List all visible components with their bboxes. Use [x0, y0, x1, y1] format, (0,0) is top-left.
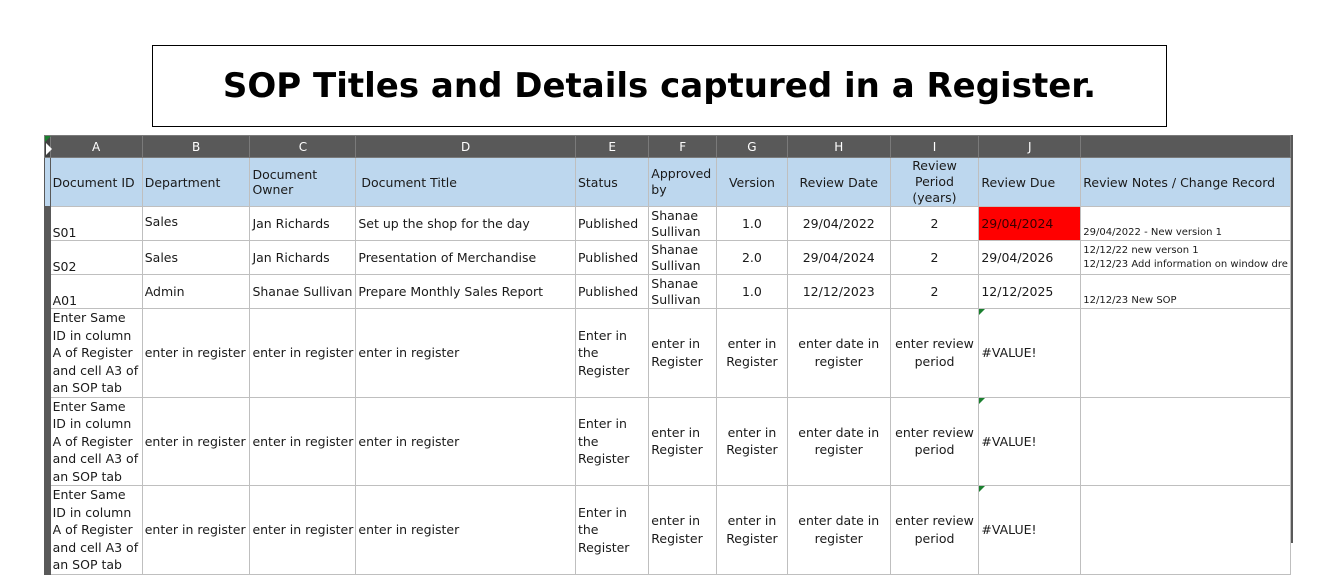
note-line: 12/12/23 Add information on window dre — [1083, 258, 1288, 270]
cell-doc-title[interactable]: Presentation of Merchandise — [356, 241, 576, 275]
cell-notes[interactable] — [1081, 309, 1291, 398]
col-header-e[interactable]: E — [575, 136, 648, 158]
cell-approved[interactable]: Shanae Sullivan — [649, 241, 717, 275]
cell-department[interactable]: Admin — [142, 275, 250, 309]
col-header-c[interactable]: C — [250, 136, 356, 158]
cell-status[interactable]: Enter in the Register — [575, 397, 648, 486]
cell-department[interactable]: enter in register — [142, 486, 250, 575]
select-all-corner[interactable] — [45, 136, 51, 158]
cell-notes[interactable] — [1081, 241, 1291, 275]
cell-version[interactable]: 1.0 — [717, 207, 788, 241]
cell-review-due[interactable]: #VALUE! — [979, 309, 1081, 398]
cell-version[interactable]: enter in Register — [717, 486, 788, 575]
cell-version[interactable]: enter in Register — [717, 397, 788, 486]
header-cell[interactable]: Status — [575, 158, 648, 207]
cell-status[interactable]: Published — [575, 207, 648, 241]
cell-doc-title[interactable]: Prepare Monthly Sales Report — [356, 275, 576, 309]
cell-review-due[interactable]: #VALUE! — [979, 486, 1081, 575]
cell-document-id[interactable]: S01 — [50, 207, 142, 241]
col-header-g[interactable]: G — [717, 136, 788, 158]
table-row — [45, 275, 1291, 309]
cell-review-date[interactable]: enter date in register — [787, 397, 890, 486]
header-cell[interactable]: Department — [142, 158, 250, 207]
cell-approved[interactable]: enter in Register — [649, 486, 717, 575]
cell-review-date[interactable]: 12/12/2023 — [787, 275, 890, 309]
sheet-title: SOP Titles and Details captured in a Register. — [222, 66, 1097, 106]
cell-review-date[interactable]: enter date in register — [787, 486, 890, 575]
cell-owner[interactable]: Jan Richards — [250, 207, 356, 241]
cell-notes[interactable] — [1081, 207, 1291, 241]
note-line: 29/04/2022 - New version 1 — [1083, 227, 1223, 238]
col-header-b[interactable]: B — [142, 136, 250, 158]
note-line: 12/12/22 new verson 1 — [1083, 244, 1199, 256]
sheet-title-box — [152, 45, 1167, 127]
cell-review-period[interactable]: 2 — [890, 241, 979, 275]
cell-status[interactable]: Enter in the Register — [575, 486, 648, 575]
template-row — [45, 309, 1291, 398]
cell-department[interactable]: Sales — [142, 241, 250, 275]
header-cell[interactable]: Document Owner — [250, 158, 356, 207]
header-cell[interactable]: Document Title — [356, 158, 576, 207]
cell-approved[interactable]: Shanae Sullivan — [649, 207, 717, 241]
cell-review-period[interactable]: 2 — [890, 275, 979, 309]
col-header-f[interactable]: F — [649, 136, 717, 158]
header-cell[interactable]: Review Notes / Change Record — [1081, 158, 1291, 207]
cell-approved[interactable]: Shanae Sullivan — [649, 275, 717, 309]
spreadsheet-grid[interactable] — [44, 135, 1293, 572]
column-header-row — [45, 136, 1291, 158]
table-row — [45, 241, 1291, 275]
header-row — [45, 158, 1291, 207]
cell-notes[interactable] — [1081, 275, 1291, 309]
cell-department[interactable]: enter in register — [142, 397, 250, 486]
cell-doc-title[interactable]: Set up the shop for the day — [356, 207, 576, 241]
cell-department[interactable]: enter in register — [142, 309, 250, 398]
header-cell[interactable]: Document ID — [50, 158, 142, 207]
cell-version[interactable]: enter in Register — [717, 309, 788, 398]
cell-approved[interactable]: enter in Register — [649, 397, 717, 486]
header-cell[interactable]: Review Period (years) — [890, 158, 979, 207]
cell-notes[interactable] — [1081, 486, 1291, 575]
header-cell[interactable]: Review Date — [787, 158, 890, 207]
cell-document-id[interactable]: S02 — [50, 241, 142, 275]
cell-version[interactable]: 1.0 — [717, 275, 788, 309]
cell-review-period[interactable]: 2 — [890, 207, 979, 241]
table-row — [45, 207, 1291, 241]
cell-owner[interactable]: enter in register — [250, 309, 356, 398]
cell-owner[interactable]: enter in register — [250, 397, 356, 486]
register-table — [44, 135, 1291, 575]
header-cell[interactable]: Review Due — [979, 158, 1081, 207]
cell-review-period[interactable]: enter review period — [890, 309, 979, 398]
cell-doc-title[interactable]: enter in register — [356, 397, 576, 486]
note-line: 12/12/23 New SOP — [1083, 295, 1177, 306]
col-header-j[interactable]: J — [979, 136, 1081, 158]
cell-review-due[interactable]: 12/12/2025 — [979, 275, 1081, 309]
col-header-d[interactable]: D — [356, 136, 576, 158]
cell-version[interactable]: 2.0 — [717, 241, 788, 275]
cell-approved[interactable]: enter in Register — [649, 309, 717, 398]
cell-review-date[interactable]: 29/04/2024 — [787, 241, 890, 275]
template-row — [45, 486, 1291, 575]
cell-document-id[interactable]: Enter Same ID in column A of Register and cell A3 of an SOP tab — [50, 309, 142, 398]
cell-review-date[interactable]: enter date in register — [787, 309, 890, 398]
cell-owner[interactable]: Shanae Sullivan — [250, 275, 356, 309]
cell-status[interactable]: Published — [575, 275, 648, 309]
cell-document-id[interactable]: Enter Same ID in column A of Register and cell A3 of an SOP tab — [50, 397, 142, 486]
cell-review-due[interactable]: 29/04/2024 — [979, 207, 1081, 241]
col-header-k[interactable] — [1081, 136, 1291, 158]
cell-document-id[interactable]: Enter Same ID in column A of Register and cell A3 of an SOP tab — [50, 486, 142, 575]
cell-review-period[interactable]: enter review period — [890, 397, 979, 486]
cell-review-date[interactable]: 29/04/2022 — [787, 207, 890, 241]
col-header-h[interactable]: H — [787, 136, 890, 158]
cell-status[interactable]: Published — [575, 241, 648, 275]
header-cell[interactable]: Approved by — [649, 158, 717, 207]
template-row — [45, 397, 1291, 486]
cell-notes[interactable] — [1081, 397, 1291, 486]
cell-review-period[interactable]: enter review period — [890, 486, 979, 575]
cell-doc-title[interactable]: enter in register — [356, 486, 576, 575]
cell-status[interactable]: Enter in the Register — [575, 309, 648, 398]
cell-review-due[interactable]: 29/04/2026 — [979, 241, 1081, 275]
cell-review-due[interactable]: #VALUE! — [979, 397, 1081, 486]
cell-owner[interactable]: enter in register — [250, 486, 356, 575]
cell-document-id[interactable]: A01 — [50, 275, 142, 309]
cell-owner[interactable]: Jan Richards — [250, 241, 356, 275]
header-cell[interactable]: Version — [717, 158, 788, 207]
cell-department[interactable]: Sales — [142, 207, 250, 241]
cell-doc-title[interactable]: enter in register — [356, 309, 576, 398]
col-header-a[interactable]: A — [50, 136, 142, 158]
col-header-i[interactable]: I — [890, 136, 979, 158]
